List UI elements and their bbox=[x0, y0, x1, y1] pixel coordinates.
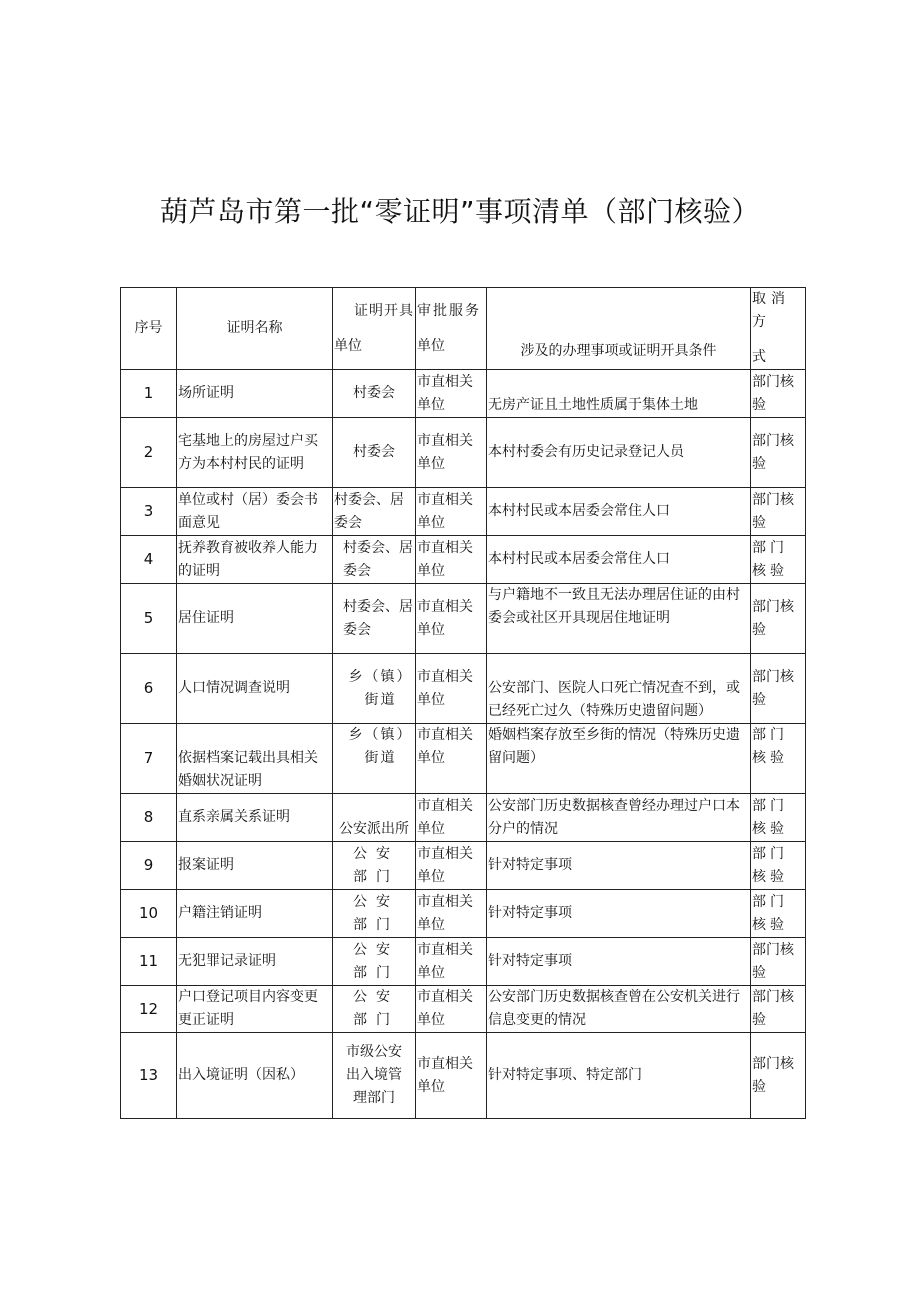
row-condition: 针对特定事项、特定部门 bbox=[487, 1033, 751, 1119]
row-service: 市直相关单位 bbox=[416, 370, 487, 418]
row-no: 11 bbox=[121, 938, 177, 986]
row-condition: 公安部门历史数据核查曾在公安机关进行信息变更的情况 bbox=[487, 986, 751, 1033]
table-row bbox=[121, 1033, 806, 1119]
row-condition: 本村村委会有历史记录登记人员 bbox=[487, 418, 751, 488]
row-cancel: 部门核验 bbox=[751, 724, 806, 794]
row-issuer: 村委会 bbox=[333, 418, 416, 488]
row-no: 6 bbox=[121, 654, 177, 724]
row-name: 人口情况调查说明 bbox=[177, 654, 333, 724]
items-table bbox=[120, 287, 806, 1119]
row-service: 市直相关单位 bbox=[416, 584, 487, 654]
row-issuer: 乡（镇）街道 bbox=[333, 654, 416, 724]
row-cancel: 部门核验 bbox=[751, 986, 806, 1033]
table-row bbox=[121, 724, 806, 794]
row-cancel: 部门核验 bbox=[751, 654, 806, 724]
header-issuer bbox=[333, 288, 416, 370]
row-no: 8 bbox=[121, 794, 177, 842]
header-condition: 涉及的办理事项或证明开具条件 bbox=[487, 288, 751, 370]
header-service bbox=[416, 288, 487, 370]
row-name: 单位或村（居）委会书面意见 bbox=[177, 488, 333, 536]
row-issuer: 村委会、居委会 bbox=[333, 536, 416, 584]
row-cancel: 部门核验 bbox=[751, 584, 806, 654]
row-cancel: 部门核验 bbox=[751, 938, 806, 986]
row-issuer: 村委会、居委会 bbox=[333, 584, 416, 654]
header-cancel bbox=[751, 288, 806, 370]
header-cancel-line1: 取消方 bbox=[752, 291, 790, 330]
row-issuer: 乡（镇）街道 bbox=[333, 724, 416, 794]
header-no: 序号 bbox=[121, 288, 177, 370]
page-title: 葫芦岛市第一批“零证明”事项清单（部门核验） bbox=[159, 195, 760, 228]
row-name: 报案证明 bbox=[177, 842, 333, 890]
row-condition: 本村村民或本居委会常住人口 bbox=[487, 536, 751, 584]
row-no: 5 bbox=[121, 584, 177, 654]
row-no: 3 bbox=[121, 488, 177, 536]
row-no: 12 bbox=[121, 986, 177, 1033]
table-row bbox=[121, 794, 806, 842]
header-issuer-line2: 单位 bbox=[334, 337, 362, 354]
table-row bbox=[121, 842, 806, 890]
row-cancel: 部门核验 bbox=[751, 488, 806, 536]
row-service: 市直相关单位 bbox=[416, 986, 487, 1033]
row-service: 市直相关单位 bbox=[416, 724, 487, 794]
row-service: 市直相关单位 bbox=[416, 654, 487, 724]
row-issuer: 村委会 bbox=[333, 370, 416, 418]
row-service: 市直相关单位 bbox=[416, 418, 487, 488]
row-cancel: 部门核验 bbox=[751, 1033, 806, 1119]
row-name: 户口登记项目内容变更更正证明 bbox=[177, 986, 333, 1033]
table-row bbox=[121, 488, 806, 536]
row-no: 2 bbox=[121, 418, 177, 488]
row-name: 出入境证明（因私） bbox=[177, 1033, 333, 1119]
row-cancel: 部门核验 bbox=[751, 842, 806, 890]
row-no: 7 bbox=[121, 724, 177, 794]
row-condition: 婚姻档案存放至乡街的情况（特殊历史遗留问题） bbox=[487, 724, 751, 794]
row-cancel: 部门核验 bbox=[751, 418, 806, 488]
row-name: 直系亲属关系证明 bbox=[177, 794, 333, 842]
row-no: 10 bbox=[121, 890, 177, 938]
row-condition: 公安部门、医院人口死亡情况查不到，或已经死亡过久（特殊历史遗留问题） bbox=[487, 654, 751, 724]
row-condition: 与户籍地不一致且无法办理居住证的由村委会或社区开具现居住地证明 bbox=[487, 584, 751, 654]
row-condition: 无房产证且土地性质属于集体土地 bbox=[487, 370, 751, 418]
table-row bbox=[121, 938, 806, 986]
header-cancel-line2: 式 bbox=[752, 349, 766, 365]
row-no: 9 bbox=[121, 842, 177, 890]
table-row bbox=[121, 418, 806, 488]
row-issuer: 公安派出所 bbox=[333, 794, 416, 842]
row-service: 市直相关单位 bbox=[416, 794, 487, 842]
table-row bbox=[121, 654, 806, 724]
row-cancel: 部门核验 bbox=[751, 890, 806, 938]
row-service: 市直相关单位 bbox=[416, 938, 487, 986]
header-issuer-line1: 证明开具 bbox=[354, 302, 414, 319]
row-issuer: 公安部门 bbox=[333, 986, 416, 1033]
row-condition: 本村村民或本居委会常住人口 bbox=[487, 488, 751, 536]
row-name: 宅基地上的房屋过户买方为本村村民的证明 bbox=[177, 418, 333, 488]
row-no: 4 bbox=[121, 536, 177, 584]
row-issuer: 公安部门 bbox=[333, 890, 416, 938]
row-no: 1 bbox=[121, 370, 177, 418]
table-row bbox=[121, 890, 806, 938]
row-name: 场所证明 bbox=[177, 370, 333, 418]
row-issuer: 公安部门 bbox=[333, 938, 416, 986]
row-no: 13 bbox=[121, 1033, 177, 1119]
row-service: 市直相关单位 bbox=[416, 1033, 487, 1119]
row-issuer: 市级公安出入境管理部门 bbox=[333, 1033, 416, 1119]
row-service: 市直相关单位 bbox=[416, 536, 487, 584]
header-service-line1: 审批服务 bbox=[417, 302, 481, 319]
row-name: 居住证明 bbox=[177, 584, 333, 654]
row-issuer: 公安部门 bbox=[333, 842, 416, 890]
row-cancel: 部门核验 bbox=[751, 536, 806, 584]
row-name: 户籍注销证明 bbox=[177, 890, 333, 938]
table-row bbox=[121, 370, 806, 418]
table-row bbox=[121, 986, 806, 1033]
row-service: 市直相关单位 bbox=[416, 890, 487, 938]
row-service: 市直相关单位 bbox=[416, 488, 487, 536]
row-cancel: 部门核验 bbox=[751, 370, 806, 418]
table-row bbox=[121, 584, 806, 654]
row-condition: 针对特定事项 bbox=[487, 938, 751, 986]
table-row bbox=[121, 536, 806, 584]
row-service: 市直相关单位 bbox=[416, 842, 487, 890]
row-name: 依据档案记载出具相关婚姻状况证明 bbox=[177, 724, 333, 794]
row-condition: 公安部门历史数据核查曾经办理过户口本分户的情况 bbox=[487, 794, 751, 842]
row-name: 抚养教育被收养人能力的证明 bbox=[177, 536, 333, 584]
row-condition: 针对特定事项 bbox=[487, 890, 751, 938]
row-issuer: 村委会、居委会 bbox=[333, 488, 416, 536]
row-condition: 针对特定事项 bbox=[487, 842, 751, 890]
table-header-row bbox=[121, 288, 806, 370]
header-service-line2: 单位 bbox=[417, 337, 445, 354]
header-name: 证明名称 bbox=[177, 288, 333, 370]
row-name: 无犯罪记录证明 bbox=[177, 938, 333, 986]
row-cancel: 部门核验 bbox=[751, 794, 806, 842]
